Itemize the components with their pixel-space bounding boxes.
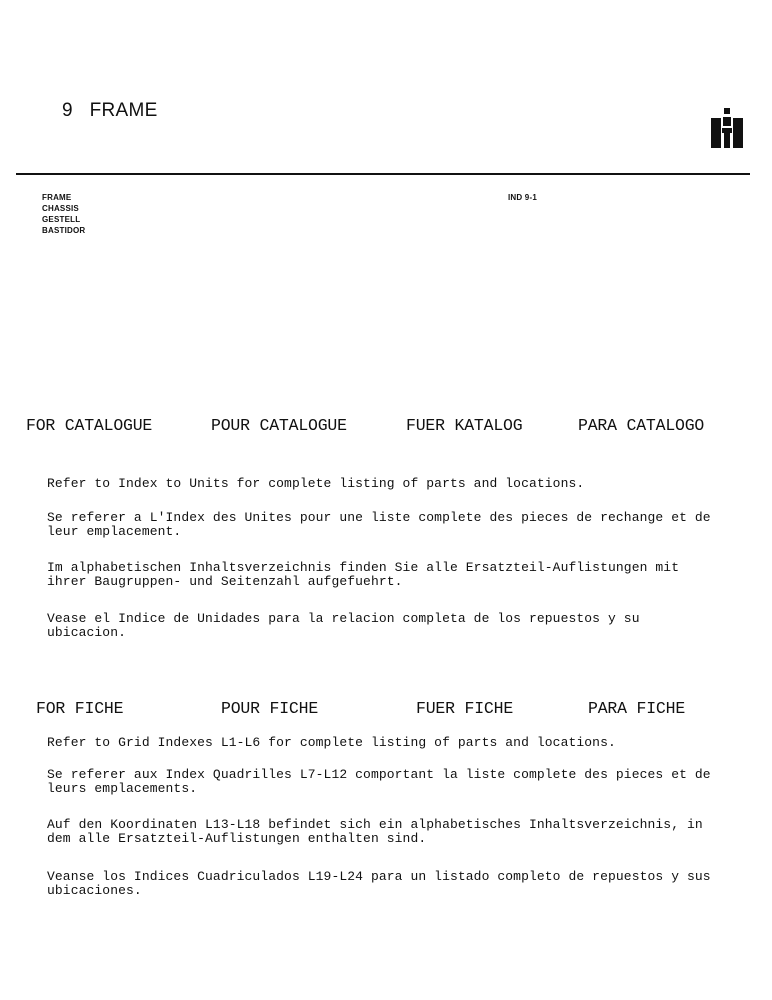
catalogue-paragraph-es: Vease el Indice de Unidades para la relacion completa de los repuestos y su ubicacion. (47, 611, 640, 640)
fiche-paragraph-de: Auf den Koordinaten L13-L18 befindet sich ein alphabetisches Inhaltsverzeichnis, in dem alle Ersatzteil-Auflistungen enthalten sind. (47, 817, 703, 846)
catalogue-heading-en: FOR CATALOGUE (26, 416, 153, 435)
catalogue-heading-fr: POUR CATALOGUE (211, 416, 347, 435)
catalogue-paragraph-en: Refer to Index to Units for complete listing of parts and locations. (47, 476, 585, 491)
name-german: GESTELL (42, 215, 81, 224)
catalogue-paragraph-fr: Se referer a L'Index des Unites pour une liste complete des pieces de rechange et de leur emplacement. (47, 510, 711, 539)
section-number: 9 (62, 100, 73, 121)
fiche-heading-fr: POUR FICHE (221, 699, 319, 718)
fiche-heading-es: PARA FICHE (588, 699, 686, 718)
page-title (62, 100, 158, 122)
catalogue-heading-de: FUER KATALOG (406, 416, 523, 435)
fiche-paragraph-fr: Se referer aux Index Quadrilles L7-L12 comportant la liste complete des pieces et de leurs emplacements. (47, 767, 711, 796)
index-reference: IND 9-1 (508, 193, 537, 202)
section-title: FRAME (89, 100, 158, 121)
header-divider (16, 173, 750, 175)
section-names (42, 192, 85, 236)
name-english: FRAME (42, 193, 72, 202)
fiche-heading-de: FUER FICHE (416, 699, 514, 718)
ih-logo-icon (708, 108, 746, 148)
fiche-paragraph-es: Veanse los Indices Cuadriculados L19-L24 para un listado completo de repuestos y sus ubicaciones. (47, 869, 711, 898)
fiche-heading-en: FOR FICHE (36, 699, 124, 718)
name-french: CHASSIS (42, 204, 79, 213)
name-spanish: BASTIDOR (42, 226, 86, 235)
catalogue-heading-es: PARA CATALOGO (578, 416, 705, 435)
fiche-paragraph-en: Refer to Grid Indexes L1-L6 for complete listing of parts and locations. (47, 735, 616, 750)
catalogue-paragraph-de: Im alphabetischen Inhaltsverzeichnis finden Sie alle Ersatzteil-Auflistungen mit ihrer Baugruppen- und Seitenzahl aufgefuehrt. (47, 560, 680, 589)
